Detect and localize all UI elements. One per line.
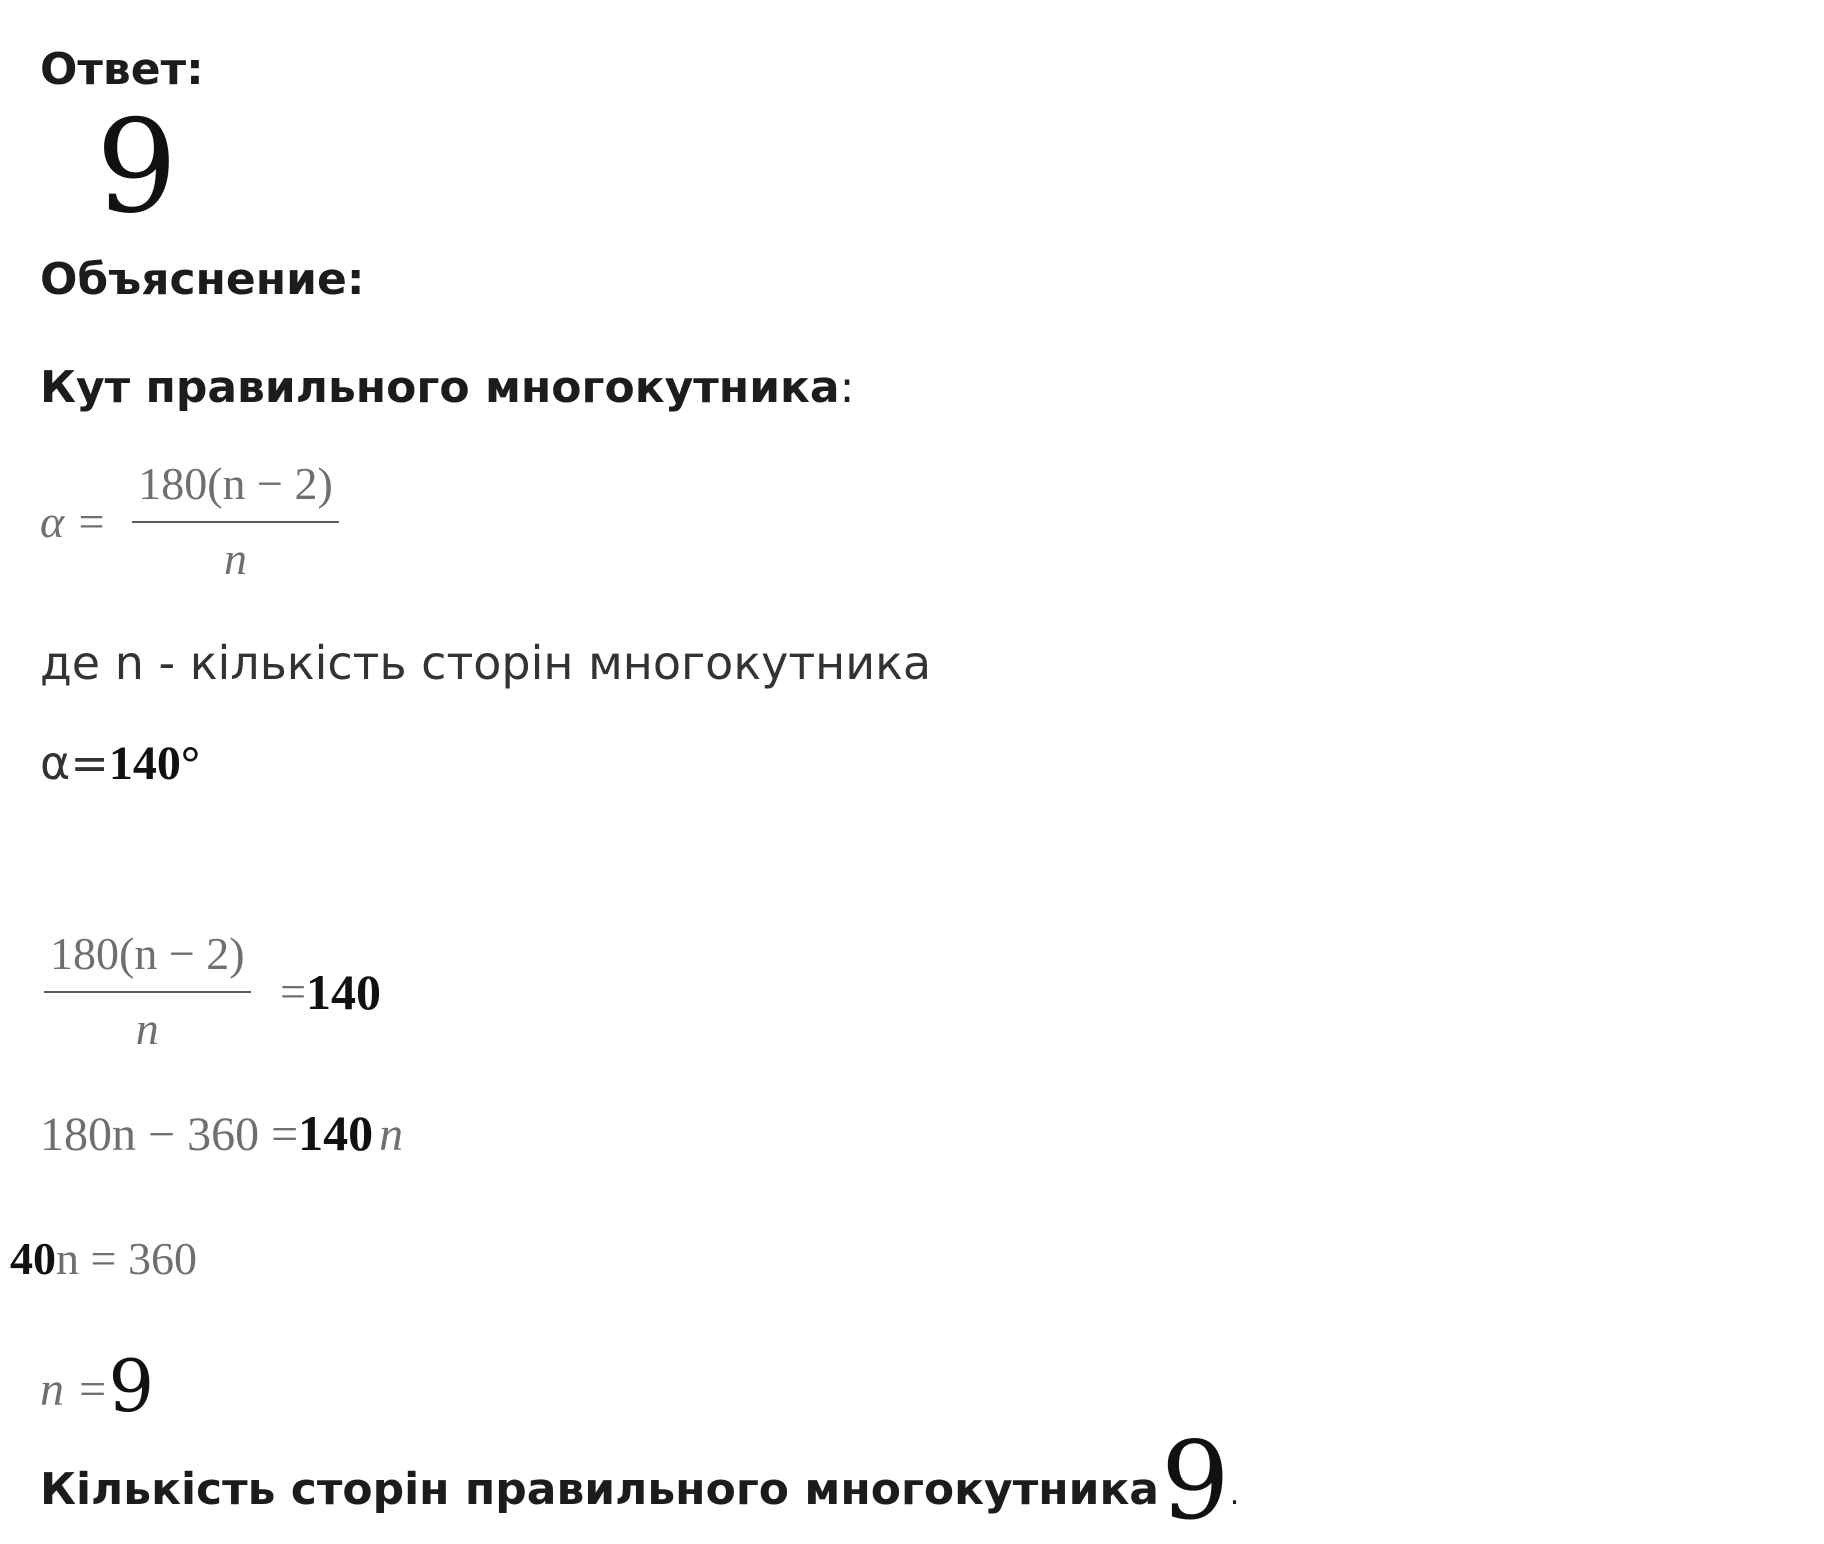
equation-4 [40,1344,155,1428]
equation-3 [10,1233,197,1284]
eq2-lhs: 180n − 360 = [40,1108,299,1161]
eq3-rest: n = 360 [56,1233,197,1284]
answer-label: Ответ: [40,44,204,95]
conclusion-period: . [1229,1477,1240,1512]
angle-heading-colon: : [839,362,855,413]
conclusion-value: 9 [1161,1419,1230,1544]
eq1-equals: = [280,965,307,1017]
fraction-bar [132,521,339,523]
eq4-lhs: n = [40,1363,109,1416]
alpha-value: 140° [108,737,201,790]
conclusion-text: Кількість сторін правильного многокутника [40,1464,1159,1515]
answer-value: 9 [96,93,178,242]
formula-numerator: 180(n − 2) [138,458,333,509]
alpha-equation [40,736,200,791]
formula-fraction [132,458,339,586]
where-text: де n - кількість сторін многокутника [40,636,932,690]
eq1-numerator: 180(n − 2) [50,928,245,979]
fraction-bar [44,991,251,993]
equation-1 [44,928,381,1056]
eq3-coef: 40 [10,1233,56,1284]
angle-heading [40,362,854,413]
equation-2 [40,1105,404,1161]
eq2-suffix: n [379,1108,404,1161]
eq2-value: 140 [298,1105,374,1161]
eq1-value: 140 [306,963,382,1020]
formula-denominator: n [223,532,247,584]
eq4-value: 9 [108,1344,155,1428]
explanation-label: Объяснение: [40,254,365,305]
conclusion [40,1419,1240,1544]
eq1-fraction [44,928,251,1056]
eq1-denominator: n [135,1002,159,1054]
alpha-prefix: α= [40,736,109,790]
angle-formula [40,458,339,586]
angle-heading-text: Кут правильного многокутника [40,362,840,413]
formula-lhs: α = [40,495,107,547]
